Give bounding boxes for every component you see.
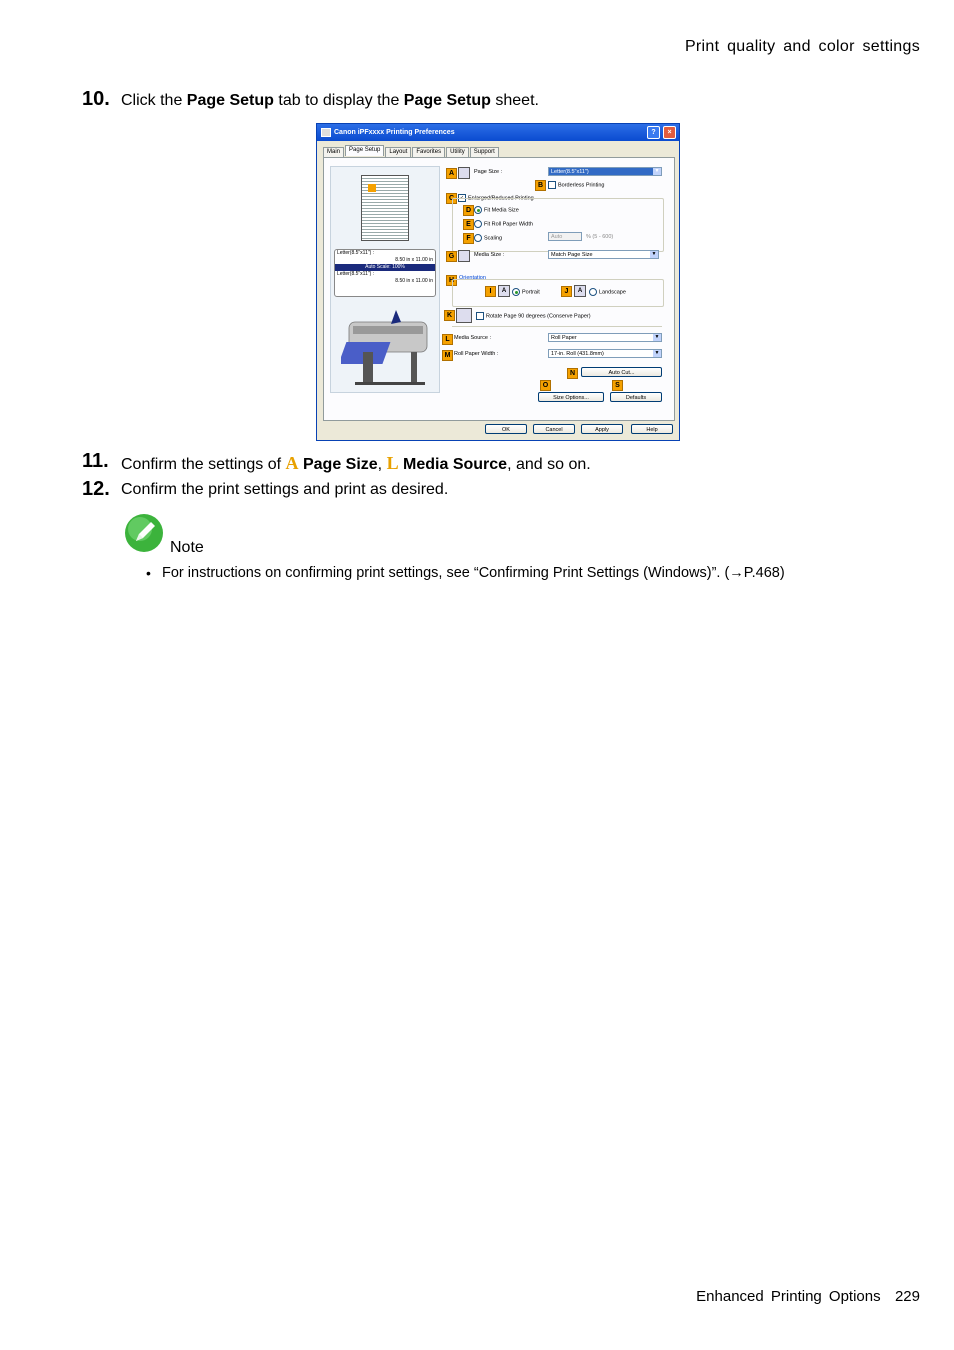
media-size-icon	[458, 250, 470, 262]
tab-support[interactable]: Support	[470, 147, 499, 158]
footer-chapter: Enhanced Printing Options	[696, 1288, 881, 1305]
note-pencil-icon	[124, 513, 164, 553]
page-size-label: Page Size :	[474, 169, 503, 175]
auto-cut-button[interactable]: Auto Cut...	[581, 367, 662, 377]
callout-o: O	[540, 380, 551, 391]
orientation-heading: Orientation	[459, 275, 486, 281]
printing-preferences-dialog	[316, 123, 680, 441]
note-label: Note	[170, 539, 204, 556]
callout-k: K	[444, 310, 455, 321]
step-12-text: Confirm the print settings and print as desired.	[121, 481, 449, 498]
info-line-4: 8.50 in x 11.00 in	[395, 278, 433, 284]
callout-h: H	[446, 275, 457, 286]
callout-g: G	[446, 251, 457, 262]
callout-f: F	[463, 233, 474, 244]
roll-width-select[interactable]: 17-in. Roll (431.8mm) ▼	[548, 349, 662, 358]
tab-layout[interactable]: Layout	[385, 147, 411, 158]
fit-roll-radio[interactable]: Fit Roll Paper Width	[474, 220, 533, 228]
info-line-2: 8.50 in x 11.00 in	[395, 257, 433, 263]
callout-e: E	[463, 219, 474, 230]
close-title-button[interactable]: ×	[663, 126, 676, 139]
step-12-number: 12.	[82, 478, 110, 500]
callout-i: I	[485, 286, 496, 297]
media-source-label: Media Source :	[454, 335, 491, 341]
dialog-titlebar	[317, 124, 679, 141]
roll-width-label: Roll Paper Width :	[454, 351, 499, 357]
page-setup-panel	[323, 157, 675, 421]
chevron-down-icon: ▼	[654, 334, 660, 340]
page-size-icon	[458, 167, 470, 179]
fit-media-radio[interactable]: Fit Media Size	[474, 206, 519, 214]
auto-scale-line: Auto Scale: 100%	[335, 264, 435, 271]
step-10-number: 10.	[82, 88, 110, 110]
chevron-down-icon: ▼	[651, 251, 657, 257]
printer-illustration	[341, 302, 433, 388]
portrait-icon: A	[498, 285, 510, 297]
chevron-down-icon: ▼	[654, 168, 660, 174]
tab-utility[interactable]: Utility	[446, 147, 469, 158]
borderless-checkbox[interactable]: Borderless Printing	[548, 181, 604, 189]
scaling-radio[interactable]: Scaling	[474, 234, 502, 242]
rotate-page-checkbox[interactable]: Rotate Page 90 degrees (Conserve Paper)	[476, 312, 591, 320]
printer-icon	[321, 128, 331, 137]
tab-favorites[interactable]: Favorites	[412, 147, 445, 158]
page-thumbnail	[361, 175, 409, 241]
tab-page-setup[interactable]: Page Setup	[345, 145, 384, 156]
thumbnail-graphic	[368, 184, 376, 192]
help-button[interactable]: Help	[631, 424, 673, 434]
separator	[452, 326, 662, 327]
page-footer	[696, 1288, 920, 1305]
callout-s: S	[612, 380, 623, 391]
cancel-button[interactable]: Cancel	[533, 424, 575, 434]
orientation-group	[452, 279, 664, 307]
scaling-range: % (5 - 600)	[586, 234, 614, 240]
note-bullet: •	[146, 565, 151, 581]
running-header: Print quality and color settings	[684, 38, 920, 55]
media-size-select[interactable]: Match Page Size ▼	[548, 250, 659, 259]
ok-button[interactable]: OK	[485, 424, 527, 434]
landscape-icon: A	[574, 285, 586, 297]
size-options-button[interactable]: Size Options...	[538, 392, 604, 402]
callout-a: A	[446, 168, 457, 179]
size-info-box	[334, 249, 436, 297]
callout-n: N	[567, 368, 578, 379]
media-source-select[interactable]: Roll Paper ▼	[548, 333, 662, 342]
apply-button[interactable]: Apply	[581, 424, 623, 434]
landscape-radio[interactable]: Landscape	[589, 288, 626, 296]
tab-main[interactable]: Main	[323, 147, 344, 158]
help-title-button[interactable]: ?	[647, 126, 660, 139]
dialog-title: Canon iPFxxxx Printing Preferences	[334, 129, 455, 136]
step-11-text: Confirm the settings of A Page Size, L Media Source, and so on.	[121, 453, 591, 473]
info-line-3: Letter(8.5"x11") :	[337, 271, 375, 277]
scaling-spinner[interactable]: Auto	[548, 232, 582, 241]
enlarged-checkbox[interactable]: ✓ Enlarged/Reduced Printing	[459, 195, 534, 202]
callout-d: D	[463, 205, 474, 216]
callout-m: M	[442, 350, 453, 361]
callout-j: J	[561, 286, 572, 297]
callout-b: B	[535, 180, 546, 191]
preview-area	[330, 166, 440, 393]
media-size-label: Media Size :	[474, 252, 505, 258]
page-number: 229	[894, 1288, 920, 1305]
step-10-text: Click the Page Setup tab to display the Page Setup sheet.	[121, 92, 539, 109]
info-line-1: Letter(8.5"x11") :	[337, 250, 375, 256]
rotate-page-icon	[456, 308, 472, 323]
defaults-button[interactable]: Defaults	[610, 392, 662, 402]
note-text: For instructions on confirming print settings, see “Confirming Print Settings (Windows)”. (→P.468)	[162, 565, 785, 581]
callout-l: L	[442, 334, 453, 345]
step-11-number: 11.	[82, 450, 109, 472]
portrait-radio[interactable]: Portrait	[512, 288, 540, 296]
page-size-select[interactable]: Letter(8.5"x11") ▼	[548, 167, 662, 176]
chevron-down-icon: ▼	[654, 350, 660, 356]
callout-c: C	[446, 193, 457, 204]
